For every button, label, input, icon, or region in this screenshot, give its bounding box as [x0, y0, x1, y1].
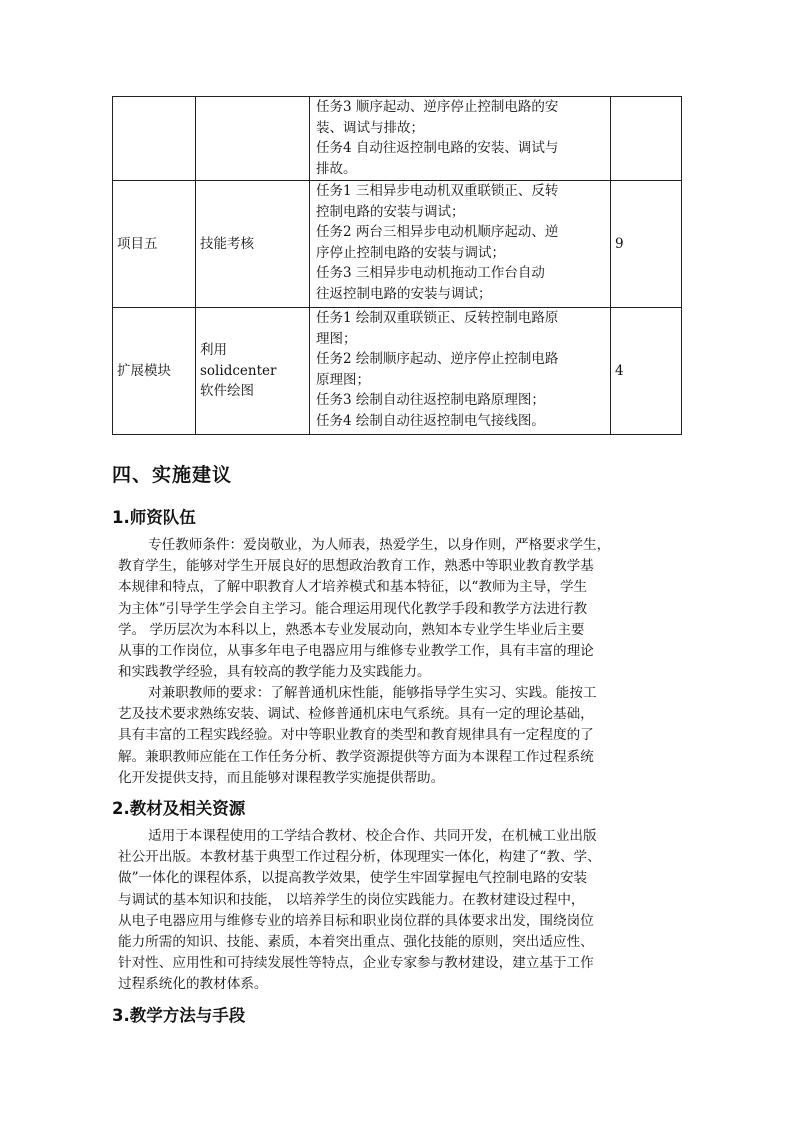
task-line: 排故。 — [316, 160, 357, 177]
project-cell — [113, 97, 196, 181]
paragraph-line: 针对性、应用性和可持续发展性等特点，企业专家参与教材建设，建立基于工作 — [118, 955, 594, 972]
tasks-cell — [310, 308, 611, 435]
paragraph-line: 能力所需的知识、技能、素质，本着突出重点、强化技能的原则，突出适应性、 — [118, 934, 594, 951]
task-line: 原理图； — [316, 371, 370, 388]
module-cell — [196, 308, 310, 435]
task-line: 任务3 绘制自动往返控制电路原理图； — [316, 392, 545, 408]
paragraph-line: 教育学生，能够对学生开展良好的思想政治教育工作，熟悉中等职业教育教学基 — [118, 558, 594, 575]
paragraph-line: 从事的工作岗位，从事多年电子电器应用与维修专业教学工作，具有丰富的理论 — [118, 643, 594, 660]
project-cell: 项目五 — [113, 181, 196, 308]
paragraph-line: 做”一体化的课程体系，以提高教学效果，使学生牢固掌握电气控制电路的安装 — [118, 870, 588, 887]
task-line: 装、调试与排故； — [316, 119, 424, 136]
module-line: solidcenter — [200, 362, 277, 379]
section-heading: 四、实施建议 — [112, 464, 233, 486]
task-line: 任务3 三相异步电动机拖动工作台自动 — [316, 265, 545, 281]
paragraph-line: 本规律和特点，了解中职教育人才培养模式和基本特征，以“教师为主导，学生 — [118, 579, 588, 596]
hours-cell: 9 — [611, 181, 682, 308]
paragraph-line: 解。兼职教师应能在工作任务分析、教学资源提供等方面为本课程工作过程系统 — [118, 748, 594, 765]
task-line: 任务1 三相异步电动机双重联锁正、反转 — [316, 183, 559, 199]
project-cell: 扩展模块 — [113, 308, 196, 435]
paragraph-fulltime-teachers — [118, 535, 680, 683]
task-line: 任务2 两台三相异步电动机顺序起动、逆 — [316, 224, 559, 240]
paragraph-parttime-teachers — [118, 683, 680, 789]
task-line: 任务4 绘制自动往返控制电气接线图。 — [316, 412, 545, 429]
paragraph-textbooks — [118, 826, 680, 996]
course-table — [112, 96, 682, 435]
task-line: 理图； — [316, 330, 357, 347]
module-line: 利用 — [200, 342, 227, 359]
paragraph-line: 为主体”引导学生学会自主学习。能合理运用现代化教学手段和教学方法进行教 — [118, 600, 588, 617]
table-row — [113, 308, 682, 435]
paragraph-line: 适用于本课程使用的工学结合教材、校企合作、共同开发，在机械工业出版 — [148, 828, 597, 844]
module-cell — [196, 97, 310, 181]
task-line: 任务1 绘制双重联锁正、反转控制电路原 — [316, 310, 559, 326]
module-line: 软件绘图 — [200, 383, 254, 400]
paragraph-line: 专任教师条件：爱岗敬业，为人师表，热爱学生，以身作则，严格要求学生， — [148, 537, 611, 553]
hours-cell — [611, 97, 682, 181]
task-line: 任务3 顺序起动、逆序停止控制电路的安 — [316, 99, 559, 115]
module-cell: 技能考核 — [196, 181, 310, 308]
paragraph-line: 具有丰富的工程实践经验。对中等职业教育的类型和教育规律具有一定程度的了 — [118, 727, 594, 744]
task-line: 控制电路的安装与调试； — [316, 203, 465, 220]
task-line: 序停止控制电路的安装与调试； — [316, 244, 505, 261]
table-row — [113, 181, 682, 308]
task-line: 任务4 自动往返控制电路的安装、调试与 — [316, 140, 559, 156]
task-line: 往返控制电路的安装与调试； — [316, 285, 492, 302]
tasks-cell — [310, 181, 611, 308]
tasks-cell — [310, 97, 611, 181]
paragraph-line: 艺及技术要求熟练安装、调试、检修普通机床电气系统。具有一定的理论基础， — [118, 706, 594, 723]
subsection-heading-textbooks: 2.教材及相关资源 — [112, 799, 246, 818]
task-line: 任务2 绘制顺序起动、逆序停止控制电路 — [316, 351, 559, 367]
hours-cell: 4 — [611, 308, 682, 435]
subsection-heading-methods: 3.教学方法与手段 — [112, 1006, 246, 1025]
table-row — [113, 97, 682, 181]
paragraph-line: 社公开出版。本教材基于典型工作过程分析，体现理实一体化，构建了“教、学、 — [118, 849, 601, 866]
paragraph-line: 对兼职教师的要求：了解普通机床性能，能够指导学生实习、实践。能按工 — [148, 685, 597, 701]
paragraph-line: 过程系统化的教材体系。 — [118, 976, 268, 993]
paragraph-line: 与调试的基本知识和技能， 以培养学生的岗位实践能力。在教材建设过程中， — [118, 891, 585, 908]
paragraph-line: 从电子电器应用与维修专业的培养目标和职业岗位群的具体要求出发，围绕岗位 — [118, 912, 594, 929]
paragraph-line: 化开发提供支持，而且能够对课程教学实施提供帮助。 — [118, 769, 445, 786]
paragraph-line: 学。 学历层次为本科以上，熟悉本专业发展动向，熟知本专业学生毕业后主要 — [118, 621, 585, 638]
paragraph-line: 和实践教学经验，具有较高的教学能力及实践能力。 — [118, 664, 431, 681]
subsection-heading-faculty: 1.师资队伍 — [112, 508, 196, 527]
